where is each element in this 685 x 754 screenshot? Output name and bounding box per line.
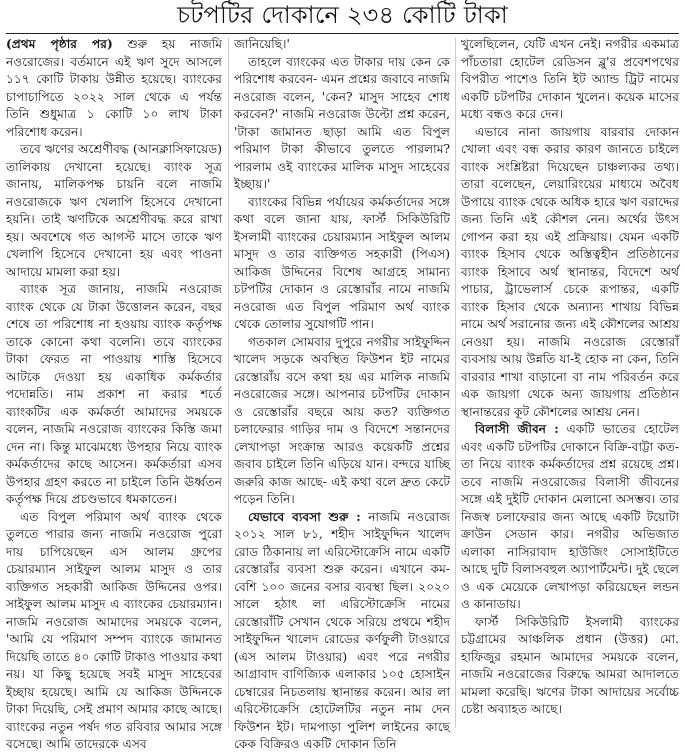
paragraph: গতকাল সোমবার দুপুরে নগরীর সাইফুদ্দিন খালেদ সড়কে অবস্থিত ফিউশন ইট নামের রেস্তোরাঁয় বসে কথা হয় এর মালিক নাজমি নওরোজের সঙ্গে। আপনার চটপটির দোকান ও রেস্তোরাঁর বছরে আয় কত? ব্যক্তিগত চলাফেরার গাড়ির দাম ও বিদেশে সন্তানদের লেখাপড়া সংক্রান্ত আরও কয়েকটি প্রশ্নের জবাব চাইলে তিনি এড়িয়ে যান। বন্দরে যাচ্ছি জরুরি কাজ আছে- এই কথা বলে দ্রুত কেটে পড়েন তিনি। [234,334,450,506]
paragraph: এত বিপুল পরিমাণ অর্থ ব্যাংক থেকে তুলতে পারার জন্য নাজমি নওরোজ পুরো দায় চাপিয়েছেন এস আলম গ্রুপের চেয়ারম্যান সাইফুল আলম মাসুদ ও তার ব্যক্তিগত সহকারী আকিজ উদ্দিনের ওপর। সাইফুল আলম মাসুদ এ ব্যাংকের চেয়ারম্যান। নাজমি নওরোজ আমাদের সময়কে বলেন, 'আমি যে পরিমাণ সম্পদ ব্যাংকে জামানত দিয়েছি তাতে ৪০ কোটি টাকাও পাওয়ার কথা নয়। যা কিছু হয়েছে সবই মাসুদ সাহেবের ইচ্ছায় হয়েছে। আমি যে আকিজ উদ্দিনকে টাকা দিয়েছি, সেই প্রমাণ আমার কাছে আছে। ব্যাংকের নতুন পর্ষদ গত রবিবার আমার সঙ্গে বসেছে। আমি তাদেরকে এসব [6,509,222,751]
column-divider [228,38,229,728]
paragraph: তাহলে ব্যাংকের এত টাকার দায় কেন কে পরিশোধ করবেন- এমন প্রশ্নের জবাবে নাজমি নওরোজ বলেন, 'কেন? মাসুদ সাহেব শোধ করবেন?' নাজমি নওরোজ উল্টো প্রশ্ন করেন, 'টাকা জামানত ছাড়া আমি এত বিপুল পরিমাণ টাকা কীভাবে তুলতে পারলাম? পারলাম ওই ব্যাংকের মালিক মাসুদ সাহেবের ইচ্ছায়।' [234,54,450,191]
article-column-2 [234,36,450,751]
paragraph-text: একটি ভাতের হোটেল এবং একটি চটপটির দোকানে বিক্রি-বাট্টা কত- তা নিয়ে ব্যাংক কর্মকর্তাদের প্রশ্ন রয়েছে প্রশ্ন। তবে নাজমি নওরোজের বিলাসী জীবনের সঙ্গে এই দুইটি দোকান মেলানো অসম্ভব। তার নিজস্ব চলাফেরার জন্য আছে একটি টয়োটা ক্রাউন সেডান কার। নগরীর অভিজাত এলাকা নাসিরাবাদ হাউজিং সোসাইটিতে আছে দুটি বিলাসবহুল অ্যাপার্টমেন্ট। দুই ছেলে ও এক মেয়েকে লেখাপড়া করিয়েছেন লন্ডন ও কানাডায়। [461,422,679,611]
section-subhead: যেভাবে ব্যবসা শুরু : [248,509,361,524]
continuation-lead: (প্রথম পৃষ্ঠার পর) [6,37,113,51]
paragraph: এভাবে নানা জায়গায় বারবার দোকান খোলা এবং বন্ধ করার কারণ জানতে চাইলে ব্যাংক সংশ্লিষ্টরা দিয়েছেন চাঞ্চল্যকর তথ্য। তারা বলেছেন, লেয়ারিংয়ের মাধ্যমে অবৈধ উপায়ে ব্যাংক থেকে অধিক হারে ঋণ বরাদ্দের জন্য তিনি এই কৌশল নেন। অর্থের উৎস গোপন করা হয় এই প্রক্রিয়ায়। যেমন একটি ব্যাংক হিসাব থেকে অস্তিত্বহীন প্রতিষ্ঠানের ব্যাংক হিসাবে অর্থ স্থানান্তর, বিদেশে অর্থ পাচার, ট্রাভেলার্স চেকে রূপান্তর, একটি ব্যাংক হিসাব থেকে অন্যান্য শাখায় বিভিন্ন নামে অর্থ সরানোর জন্য এই কৌশলের আশ্রয় নেওয়া হয়। নাজমি নওরোজ রেস্তোরাঁ ব্যবসায় আয় উন্নতি যা-ই হোক না কেন, তিনি বারবার শাখা বাড়ানো বা নাম পরিবর্তন করে এক জায়গা থেকে অন্য জায়গায় প্রতিষ্ঠান স্থানান্তরের কূট কৌশলের আশ্রয় নেন। [461,124,679,419]
paragraph: খুলেছিলেন, যেটি এখন নেই। নগরীর একমাত্র পাঁচতারা হোটেল রেডিসন ব্লু'র প্রবেশপথের বিপরীত পাশেও তিনি ইট অ্যান্ড ট্রিট নামের একটি চটপটির দোকান খুলেন। কয়েক মাসের মধ্যে বন্ধও করে দেন। [461,37,679,121]
headline-rule [6,33,679,34]
paragraph-text: শুরু হয় নাজমি নওরোজের। বর্তমানে এই ঋণ সুদে আসলে ১১৭ কোটি টাকায় উন্নীত হয়েছে। ব্যাংকের চাপাচাপিতে ২০২২ সাল থেকে এ পর্যন্ত তিনি শুধুমাত্র ১ কোটি ১০ লাখ টাকা পরিশোধ করেন। [6,37,223,139]
paragraph [461,421,679,614]
column-divider [455,38,456,728]
paragraph: ব্যাংকের বিভিন্ন পর্যায়ের কর্মকর্তাদের সঙ্গে কথা বলে জানা যায়, ফার্স্ট সিকিউরিটি ইসলামী ব্যাংকের চেয়ারম্যান সাইফুল আলম মাসুদ ও তার ব্যক্তিগত সহকারী (পিএস) আকিজ উদ্দিনের বিশেষ আগ্রহে সামান্য চটপটির দোকান ও রেস্তোরাঁর নামে নাজমি নওরোজ এত বিপুল পরিমাণ অর্থ ব্যাংক থেকে তোলার সুযোগটি পান। [234,194,450,331]
paragraph [234,509,450,754]
paragraph-text: নাজমি নওরোজ ২০১২ সাল ৮১, শহীদ সাইফুদ্দিন খালেদ রোড ঠিকানায় লা এরিস্টোক্রেসি নামে একটি রেস্তোরাঁর ব্যবসা শুরু করেন। এখানে কম-বেশি ১০০ জনের বসার ব্যবস্থা ছিল। ২০২০ সালে হঠাৎ লা এরিস্টোক্রেসি নামের রেস্তোরাঁটি সেখান থেকে সরিয়ে প্রথমে শহীদ সাইফুদ্দিন খালেদ রোডের কর্ণফুলী টাওয়ারে (এস আলম টাওয়ার) এবং পরে নগরীর আগ্রাবাদ বাণিজ্যিক এলাকার ১০৫ হোসাইন চেম্বারের নিচতলায় স্থানান্তর করেন। আর লা এরিস্টোক্রেসি হোটেলটির নতুন নাম দেন ফিউশন ইট। দামপাড়া পুলিশ লাইনের কাছে কেক বিক্রিরও একটি দোকান তিনি [234,509,450,751]
headline: চটপটির দোকানে ২৩৪ কোটি টাকা [177,1,508,29]
paragraph: ব্যাংক সূত্র জানায়, নাজমি নওরোজ ব্যাংক থেকে যে টাকা উত্তোলন করেন, বছর শেষে তা পরিশোধ না হওয়ায় ব্যাংক কর্তৃপক্ষ তাকে কোনো কথা বলেনি। তবে ব্যাংকের টাকা ফেরত না পাওয়ায় শাস্তি হিসেবে আটকে দেওয়া হয় একাধিক কর্মকর্তার পদোন্নতি। নাম প্রকাশ না করার শর্তে ব্যাংকটির এক কর্মকর্তা আমাদের সময়কে বলেন, নাজমি নওরোজ ব্যাংকের কিস্তি জমা দেন না। কিন্তু মাঝেমধ্যে উপহার নিয়ে ব্যাংক কর্মকর্তাদের কাছে আসেন। কর্মকর্তারা এসব উপহার গ্রহণ করতে না চাইলে তিনি ঊর্ধ্বতন কর্তৃপক্ষ দিয়ে প্রচণ্ডভাবে ধমকাতেন। [6,282,222,506]
paragraph [6,36,222,141]
article-column-1 [6,36,223,751]
article-column-3 [461,36,679,728]
paragraph: জানিয়েছি।' [234,37,290,51]
paragraph: ফার্স্ট সিকিউরিটি ইসলামী ব্যাংকের চট্টগ্রামের আঞ্চলিক প্রধান (উত্তর) মো. হাফিজুর রহমান আমাদের সময়কে বলেন, নাজমি নওরোজের বিরুদ্ধে আমরা আদালতে মামলা করেছি। ঋণের টাকা আদায়ের সর্বোচ্চ চেষ্টা অব্যাহত আছে। [461,614,679,716]
section-subhead: বিলাসী জীবন : [475,422,559,436]
paragraph: তবে ঋণের অশ্রেণীবদ্ধ (আনক্লাসিফায়েড) তালিকায় দেখানো হয়েছে। ব্যাংক সূত্র জানায়, মালিকপক্ষ চায়নি বলে নাজমি নওরোজকে ঋণ খেলাপি হিসেবে দেখানো হয়নি। তাই ঋণটিকে অশ্রেণীবদ্ধ করে রাখা হয়। অবশেষে গত আগস্ট মাসে তাকে ঋণ খেলাপি হিসেবে দেখানো হয় এবং পাওনা আদায়ে মামলা করা হয়। [6,142,222,279]
